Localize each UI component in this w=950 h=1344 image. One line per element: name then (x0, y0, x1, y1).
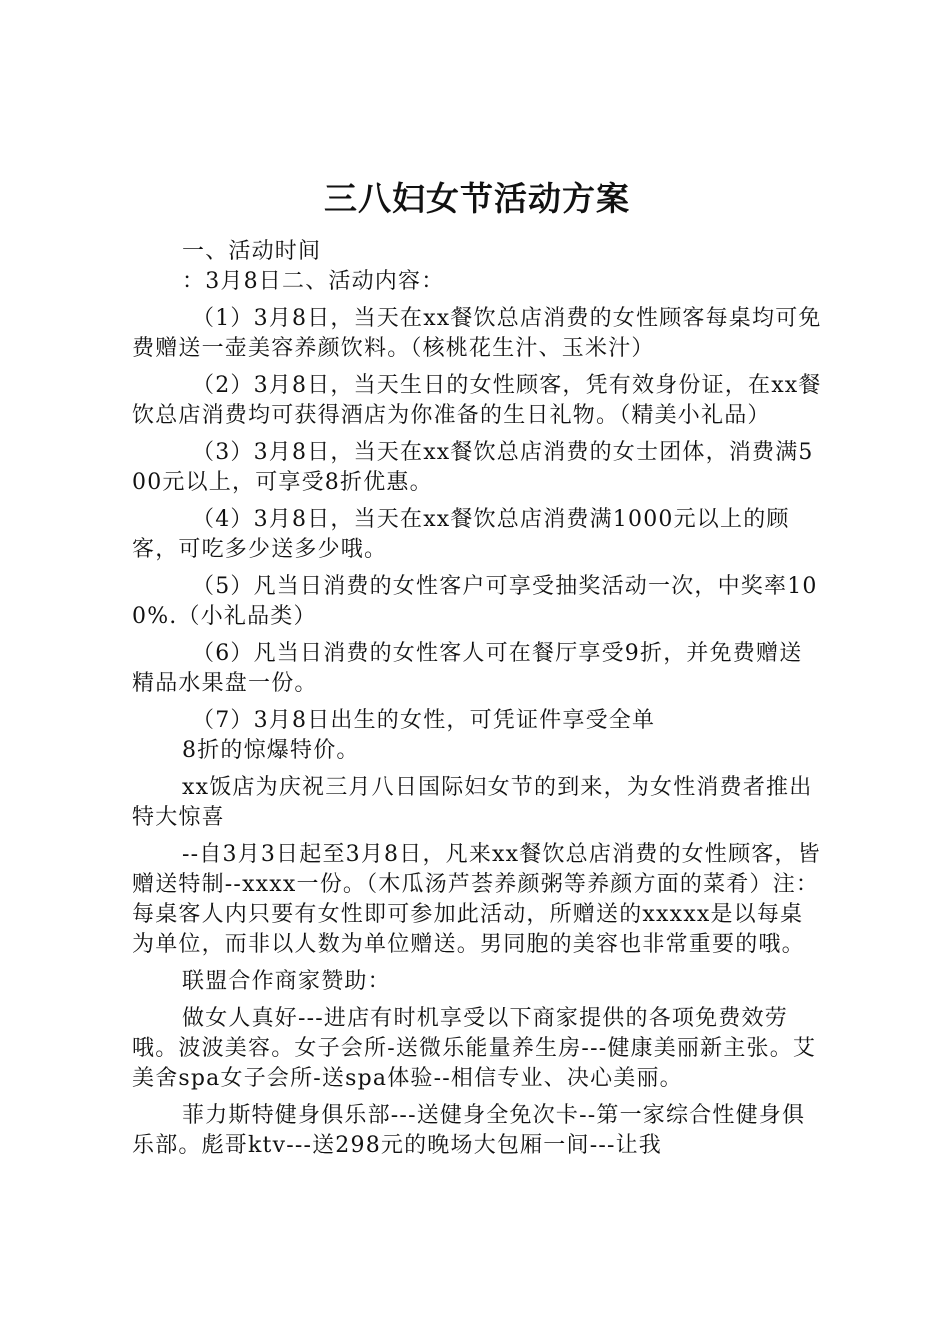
sponsors-paragraph-1: 做女人真好---进店有时机享受以下商家提供的各项免费效劳哦。波波美容。女子会所-送微乐能量养生房---健康美丽新主张。艾美舍spa女子会所-送spa体验--相信专业、决心美丽。 (132, 1005, 817, 1091)
sponsors-heading: 联盟合作商家赞助： (182, 968, 391, 994)
promo-intro-paragraph: xx饭店为庆祝三月八日国际妇女节的到来，为女性消费者推出特大惊喜 (132, 774, 813, 830)
activity-item-7: （7）3月8日出生的女性，可凭证件享受全单 (192, 707, 656, 733)
promo-details-paragraph: --自3月3日起至3月8日，凡来xx餐饮总店消费的女性顾客，皆赠送特制--xxxx一份。（木瓜汤芦荟养颜粥等养颜方面的菜肴）注：每桌客人内只要有女性即可参加此活动，所赠送的xxxxx是以每桌为单位，而非以人数为单位赠送。男同胞的美容也非常重要的哦。 (132, 841, 821, 957)
document-page (132, 178, 822, 1161)
document-title: 三八妇女节活动方案 (324, 179, 630, 218)
activity-item-1: （1）3月8日，当天在xx餐饮总店消费的女性顾客每桌均可免费赠送一壶美容养颜饮料。（核桃花生汁、玉米汁） (132, 305, 822, 361)
section-heading-content: ：3月8日二、活动内容： (182, 268, 445, 294)
activity-item-2: （2）3月8日，当天生日的女性顾客，凭有效身份证，在xx餐饮总店消费均可获得酒店为你准备的生日礼物。（精美小礼品） (132, 372, 822, 428)
activity-item-7-continued: 8折的惊爆特价。 (182, 737, 360, 763)
activity-item-4: （4）3月8日，当天在xx餐饮总店消费满1000元以上的顾客，可吃多少送多少哦。 (132, 506, 790, 562)
activity-item-3: （3）3月8日，当天在xx餐饮总店消费的女士团体，消费满500元以上，可享受8折优惠。 (132, 439, 814, 495)
activity-item-5: （5）凡当日消费的女性客户可享受抽奖活动一次，中奖率100%.（小礼品类） (132, 573, 818, 629)
activity-item-6: （6）凡当日消费的女性客人可在餐厅享受9折，并免费赠送精品水果盘一份。 (132, 640, 803, 696)
section-heading-time: 一、活动时间 (182, 238, 322, 264)
sponsors-paragraph-2: 菲力斯特健身俱乐部---送健身全免次卡--第一家综合性健身俱乐部。彪哥ktv---送298元的晚场大包厢一间---让我 (132, 1102, 806, 1158)
